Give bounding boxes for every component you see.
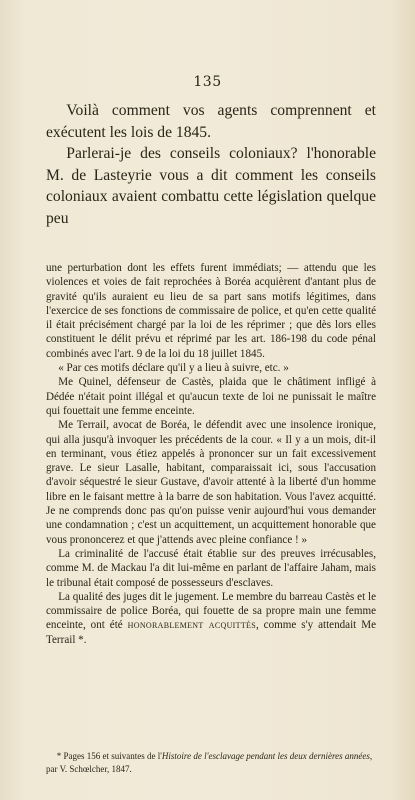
page-number: 135	[193, 74, 222, 90]
section-divider	[46, 256, 376, 257]
body-text-span: , comme s'y attendait Me Terrail *.	[46, 619, 376, 646]
speech-text-block	[46, 100, 376, 229]
speech-paragraph: Parlerai-je des conseils coloniaux? l'honorable M. de Lasteyrie vous a dit comment les conseils coloniaux avaient combattu cette législation quelque peu	[46, 145, 376, 227]
body-paragraph: Me Quinel, défenseur de Castès, plaida que le châtiment infligé à Dédée n'était point illégal et qu'aucun texte de loi ne punissait le maître qui fouettait une femme enceinte.	[46, 376, 376, 417]
quoted-text-block	[46, 261, 376, 647]
smallcaps-verdict: honorablement acquittés	[127, 619, 256, 632]
body-paragraph	[46, 590, 376, 647]
footnote-text: , par V. Schœlcher, 1847.	[46, 751, 373, 774]
body-paragraph: Me Terrail, avocat de Boréa, le défendit avec une insolence ironique, qui alla jusqu'à invoquer les précédents de la cour. « Il y a un mois, dit-il en terminant, vous étiez appelés à prononcer sur un fait excessivement grave. Le sieur Lasalle, habitant, comparaissait ici, sous l'accusation d'avoir séquestré le sieur Gustave, d'avoir attenté à la liberté d'un homme libre en le faisant mettre à la barre de son habitation. Vous l'avez acquitté. Je ne comprends donc pas qu'on puisse venir aujourd'hui vous demander une condamnation ; c'est un acquittement, un acquittement honorable que vous prononcerez et que j'attends avec pleine confiance ! »	[46, 419, 376, 546]
body-paragraph: une perturbation dont les effets furent immédiats; — attendu que les violences et voies de fait reprochées à Boréa acquièrent d'antant plus de gravité qu'ils auraient eu lieu de sa part sans motifs légitimes, dans l'exercice de ses fonctions de commissaire de police, et qu'en cette qualité il était précisément chargé par la loi de les réprimer ; que dès lors elles constituent le délit prévu et réprimé par les art. 186-198 du code pénal combinés avec l'art. 9 de la loi du 18 juillet 1845.	[46, 262, 376, 360]
body-paragraph: La criminalité de l'accusé était établie sur des preuves irrécusables, comme M. de Mackau l'a dit lui-même en parlant de l'affaire Jaham, mais le tribunal était composé de possesseurs d'esclaves.	[46, 547, 376, 589]
footnote	[46, 750, 376, 775]
body-paragraph: « Par ces motifs déclare qu'il y a lieu à suivre, etc. »	[58, 362, 289, 375]
speech-paragraph: Voilà comment vos agents comprennent et exécutent les lois de 1845.	[46, 102, 376, 141]
footnote-book-title: Histoire de l'esclavage pendant les deux dernières années	[161, 751, 370, 761]
footnote-text: * Pages 156 et suivantes de l'	[56, 751, 162, 761]
body-text-span: La qualité des juges dit le jugement. Le membre du barreau Castès et le commissaire de police Boréa, qui fouette de sa propre main une femme enceinte, ont été	[46, 590, 376, 632]
